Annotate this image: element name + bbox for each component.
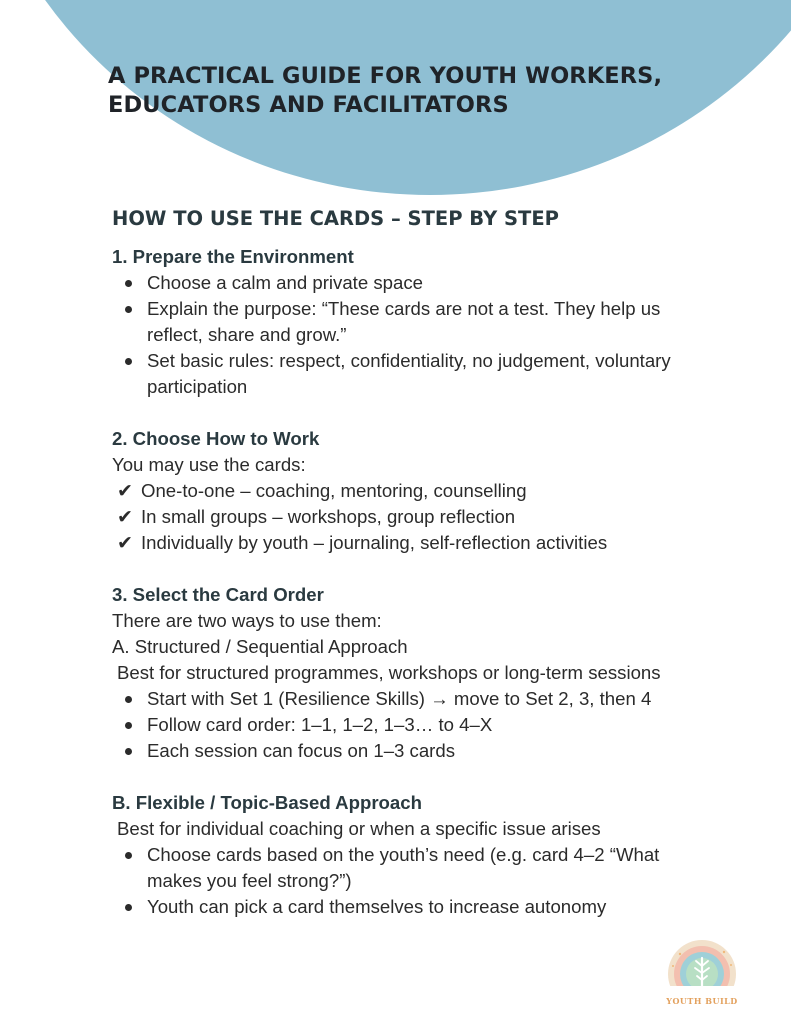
list-item: Youth can pick a card themselves to increase autonomy	[147, 894, 712, 920]
tree-rainbow-logo-icon	[662, 938, 742, 998]
approach-b-heading: B. Flexible / Topic-Based Approach	[112, 792, 422, 813]
step2-heading: 2. Choose How to Work	[112, 428, 320, 449]
check-item	[112, 504, 712, 530]
section-heading: HOW TO USE THE CARDS – STEP BY STEP	[112, 207, 559, 230]
check-icon: ✔	[117, 506, 133, 528]
approach-a-title: A. Structured / Sequential Approach	[112, 636, 408, 657]
check-item	[112, 530, 712, 556]
step3-heading: 3. Select the Card Order	[112, 584, 324, 605]
approach-b-description: Best for individual coaching or when a specific issue arises	[117, 818, 601, 839]
list-item: Set basic rules: respect, confidentiality, no judgement, voluntary participation	[147, 348, 712, 400]
list-item: Each session can focus on 1–3 cards	[147, 738, 712, 764]
step3-list	[112, 686, 712, 764]
guide-title: A PRACTICAL GUIDE FOR YOUTH WORKERS, EDUCATORS AND FACILITATORS	[108, 63, 663, 118]
list-item: Start with Set 1 (Resilience Skills) → move to Set 2, 3, then 4	[147, 686, 712, 712]
list-item: Follow card order: 1–1, 1–2, 1–3… to 4–X	[147, 712, 712, 738]
check-item	[112, 478, 712, 504]
step2-intro: You may use the cards:	[112, 454, 306, 475]
step1-heading: 1. Prepare the Environment	[112, 246, 354, 267]
list-item: Explain the purpose: “These cards are not a test. They help us reflect, share and grow.”	[147, 296, 712, 348]
approach-a-description: Best for structured programmes, workshops or long-term sessions	[117, 662, 661, 683]
check-item-label: Individually by youth – journaling, self-reflection activities	[141, 532, 608, 553]
list-item: Choose a calm and private space	[147, 270, 712, 296]
step1-list	[112, 270, 712, 400]
check-icon: ✔	[117, 480, 133, 502]
main-content	[112, 206, 712, 920]
approach-b-list	[112, 842, 712, 920]
check-item-label: In small groups – workshops, group reflection	[141, 506, 516, 527]
youth-build-logo	[662, 938, 742, 1010]
step3-intro: There are two ways to use them:	[112, 610, 382, 631]
list-item: Choose cards based on the youth’s need (e.g. card 4–2 “What makes you feel strong?”)	[147, 842, 712, 894]
check-item-label: One-to-one – coaching, mentoring, counselling	[141, 480, 527, 501]
logo-text: YOUTH BUILD	[666, 996, 738, 1006]
check-icon: ✔	[117, 532, 133, 554]
